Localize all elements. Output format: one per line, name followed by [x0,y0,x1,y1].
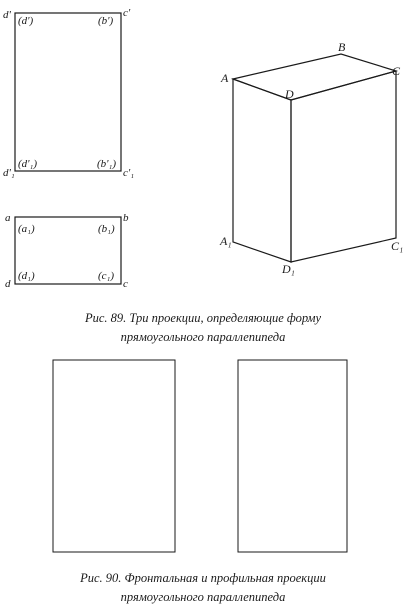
front-label-bottom-right: c'₁ [123,167,135,179]
vertex-label-B: B [338,40,346,54]
top-label-a1-inner: (a₁) [18,223,35,235]
fig90-caption-line1: Рис. 90. Фронтальная и профильная проекции [80,571,326,585]
vertex-label-C: C [392,64,401,78]
fig89-caption [0,309,406,347]
top-label-c: c [123,278,128,290]
top-label-a: a [5,212,11,224]
top-projection [5,212,129,290]
front-projection [3,7,134,179]
top-label-d1-inner: (d₁) [18,270,35,282]
vertex-label-D1: D₁ [282,262,295,276]
front-label-top-right: c' [123,7,131,19]
top-label-d: d [5,278,11,290]
fig89-caption-line1: Рис. 89. Три проекции, определяющие форму [84,311,322,325]
front-label-bottom-right-inner: (b'₁) [97,158,117,170]
top-label-b1-inner: (b₁) [98,223,115,235]
front-label-bottom-left: d'₁ [3,167,15,179]
fig90-caption-line2: прямоугольного параллепипеда [120,590,286,604]
top-label-c1-inner: (c₁) [98,270,115,282]
front-label-top-right-inner: (b') [98,15,114,27]
fig90-caption [0,569,406,607]
frontal-projection [53,360,175,552]
vertex-label-A: A [221,71,229,85]
vertex-label-D: D [285,87,294,101]
top-label-b: b [123,212,129,224]
profile-projection [238,360,347,552]
fig89-caption-line2: прямоугольного параллепипеда [120,330,286,344]
parallelepiped-solid [219,40,403,276]
fig90-projections [53,360,347,552]
front-label-top-left-inner: (d') [18,15,34,27]
front-label-top-left: d' [3,9,11,21]
vertex-label-A1: A₁ [220,234,232,248]
vertex-label-C1: C₁ [391,239,404,253]
front-label-bottom-left-inner: (d'₁) [18,158,38,170]
